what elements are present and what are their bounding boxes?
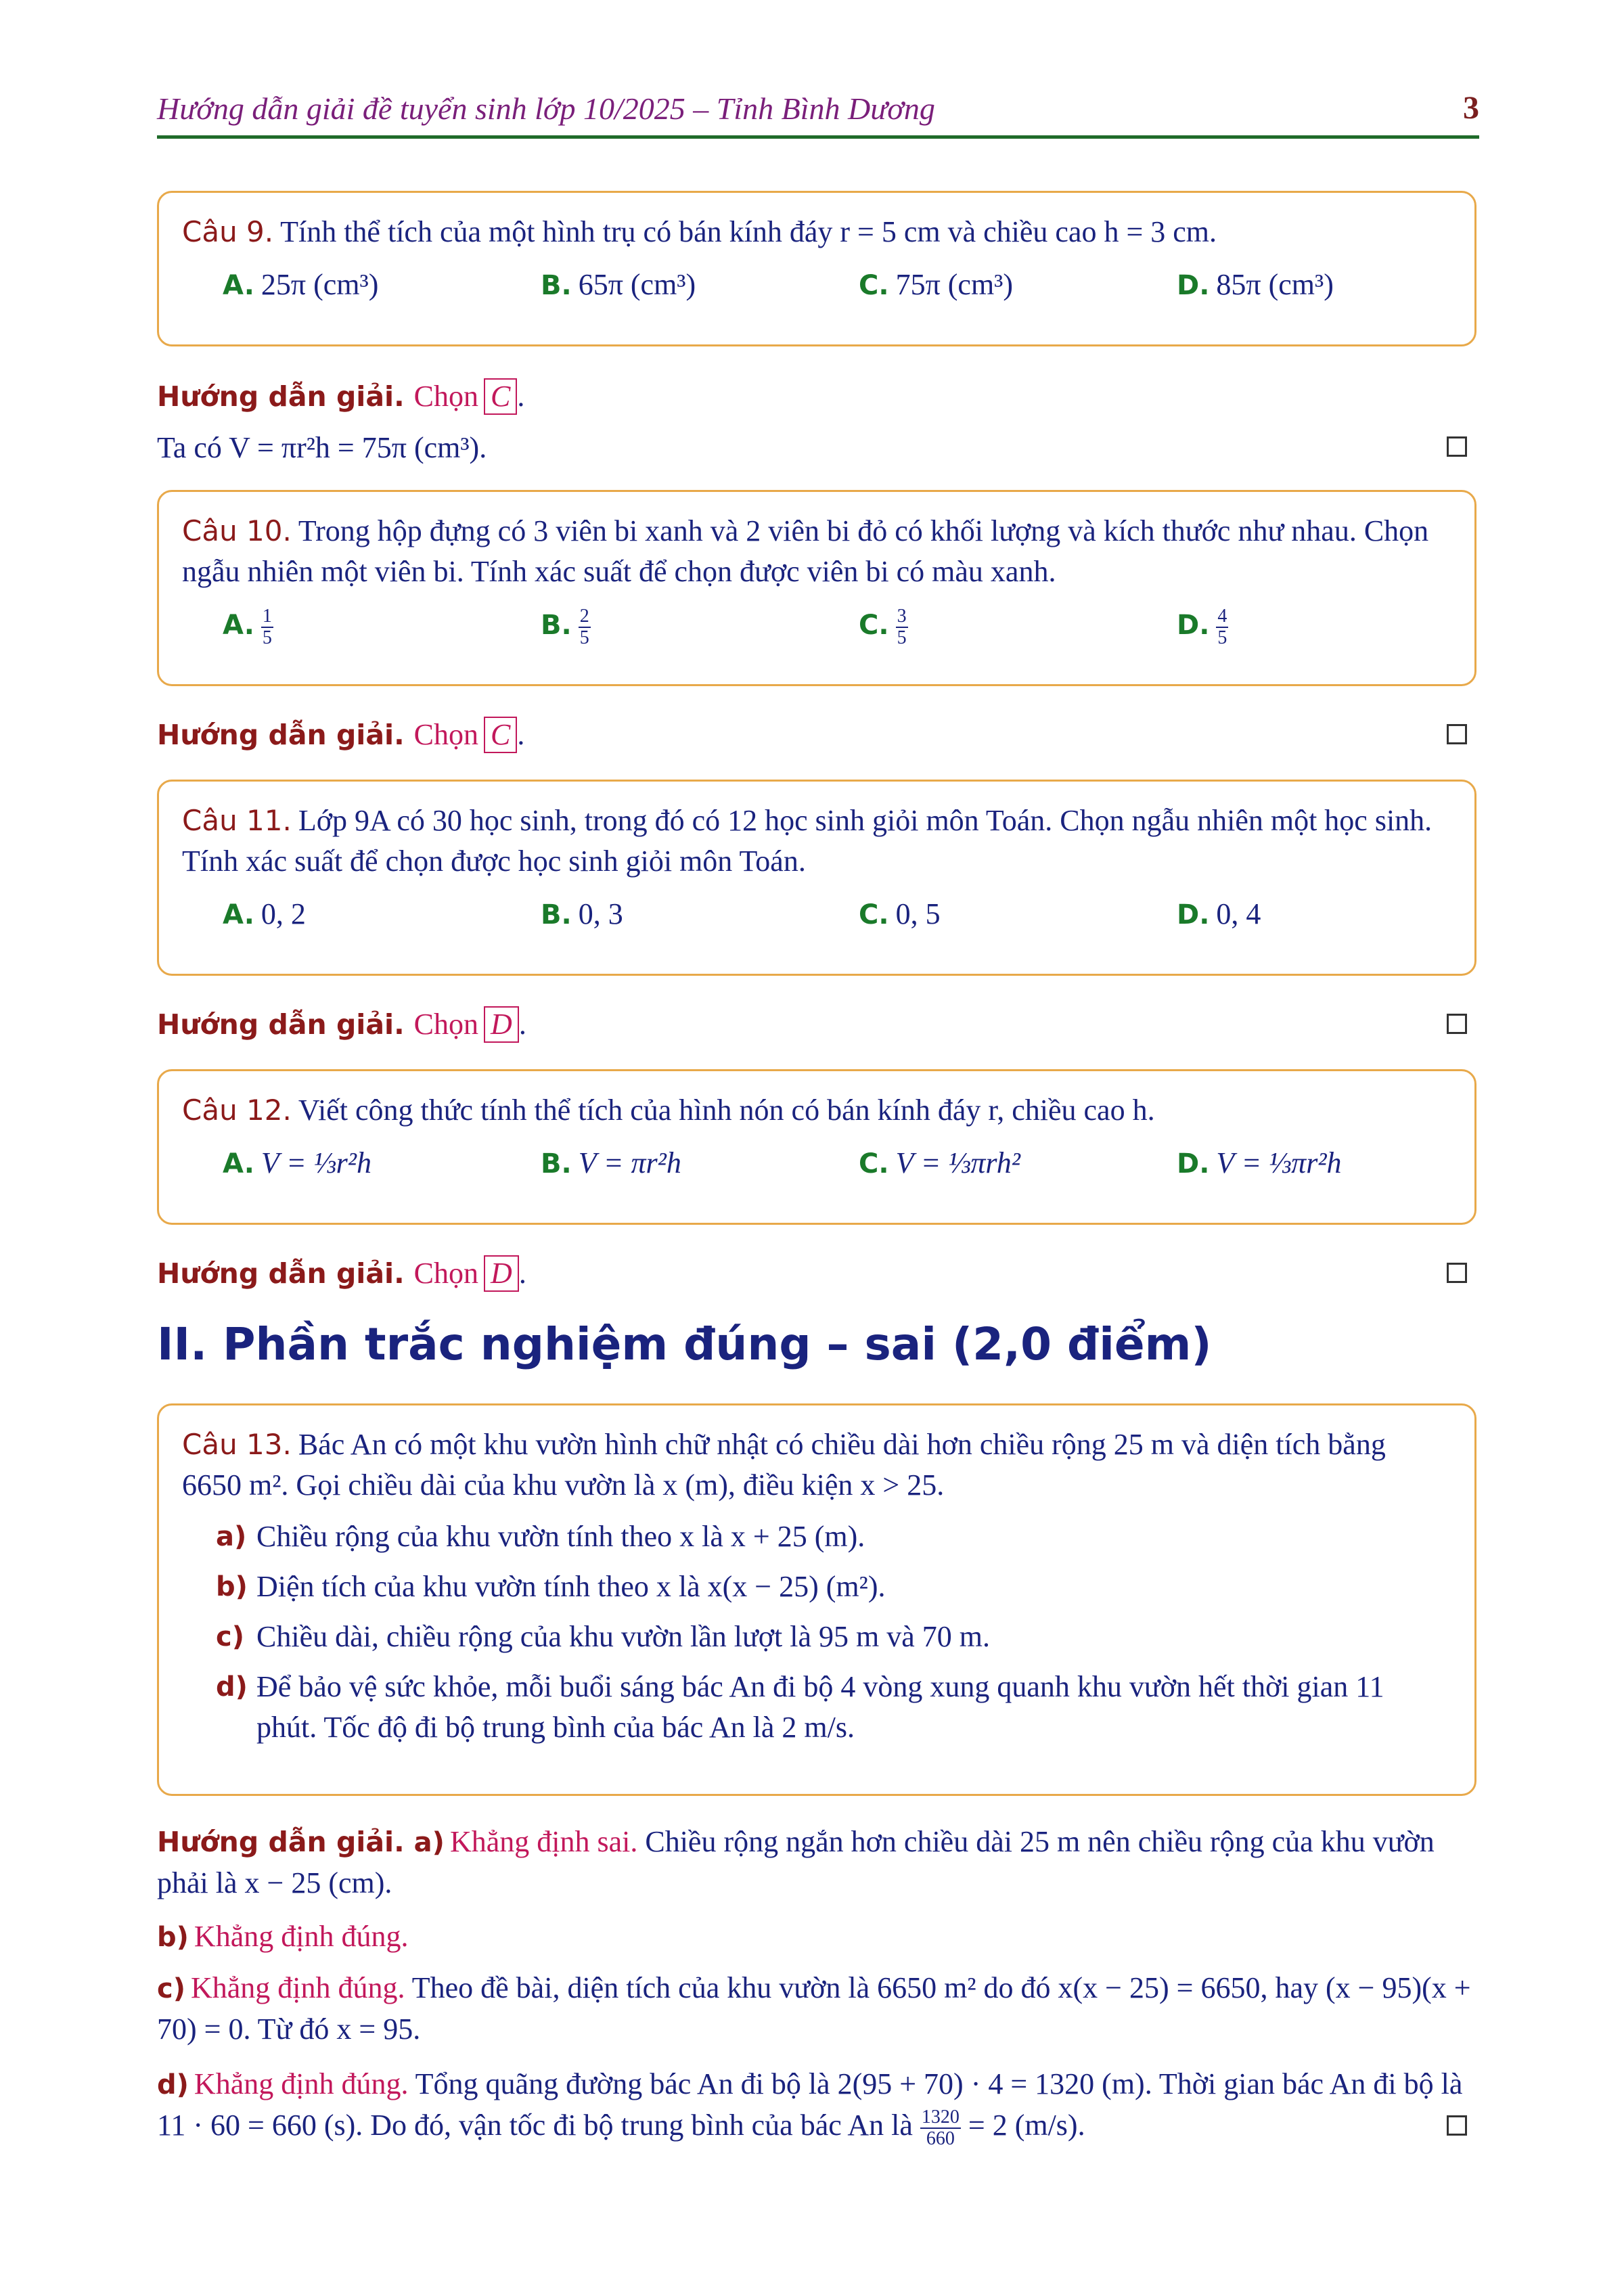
option-a: A. $\frac{1}{5}$ — [223, 605, 272, 648]
statement-a: a) Chiều rộng của khu vườn tính theo x là x + 25 (m). — [216, 1520, 865, 1553]
question-10-box — [157, 490, 1476, 686]
question-11-options — [182, 894, 1451, 955]
option-a: A. 25π (cm³) — [223, 268, 379, 301]
qed-square-icon — [1447, 724, 1467, 744]
statement-c: c) Chiều dài, chiều rộng của khu vườn lần lượt là 95 m và 70 m. — [216, 1620, 991, 1653]
solution-13-c: c) Khẳng định đúng. Theo đề bài, diện tích của khu vườn là 6650 m² do đó x(x − 25) = 6650, hay (x − 95)(x + 70) = 0. Từ đó x = 95. — [157, 1971, 1471, 2046]
solution-13-a: Hướng dẫn giải. a) Khẳng định sai. Chiều rộng ngắn hơn chiều dài 25 m nên chiều rộng của khu vườn phải là x − 25 (cm). — [157, 1825, 1435, 1899]
question-11-text: Câu 11. Lớp 9A có 30 học sinh, trong đó có 12 học sinh giỏi môn Toán. Chọn ngẫu nhiên một học sinh. Tính xác suất để chọn được học sinh giỏi môn Toán. — [182, 804, 1433, 878]
question-9-label: Câu 9. — [182, 215, 274, 248]
question-12-box — [157, 1069, 1476, 1225]
option-b: B. V = πr²h — [541, 1146, 681, 1179]
section-title: II. Phần trắc nghiệm đúng – sai (2,0 điểm) — [157, 1318, 1212, 1370]
question-9-options — [182, 265, 1451, 325]
option-c: C. 0, 5 — [859, 897, 941, 930]
option-b: B. 0, 3 — [541, 897, 623, 930]
option-c: C. V = ⅓πrh² — [859, 1146, 1020, 1179]
qed-square-icon — [1447, 2115, 1467, 2136]
option-a: A. V = ⅓r²h — [223, 1146, 371, 1179]
question-12-text: Câu 12. Viết công thức tính thể tích của hình nón có bán kính đáy r, chiều cao h. — [182, 1094, 1155, 1127]
statement-b: b) Diện tích của khu vườn tính theo x là x(x − 25) (m²). — [216, 1570, 886, 1603]
solution-13-b: b) Khẳng định đúng. — [157, 1920, 409, 1953]
question-10-options — [182, 604, 1451, 665]
page-header — [157, 87, 1479, 139]
question-9-text: Câu 9. Tính thể tích của một hình trụ có bán kính đáy r = 5 cm và chiều cao h = 3 cm. — [182, 215, 1217, 248]
option-d: D. 85π (cm³) — [1177, 268, 1334, 301]
header-title: Hướng dẫn giải đề tuyển sinh lớp 10/2025 – Tỉnh Bình Dương — [157, 91, 935, 126]
solution-11: Hướng dẫn giải. Chọn D . — [157, 1004, 1479, 1045]
qed-square-icon — [1447, 1014, 1467, 1034]
option-c: C. 75π (cm³) — [859, 268, 1014, 301]
option-d: D. V = ⅓πr²h — [1177, 1146, 1342, 1179]
explanation-9: Ta có V = πr²h = 75π (cm³). — [157, 431, 487, 464]
solution-12: Hướng dẫn giải. Chọn D . — [157, 1253, 1479, 1294]
question-12-options — [182, 1143, 1451, 1204]
statement-d: d) Để bảo vệ sức khỏe, mỗi buổi sáng bác An đi bộ 4 vòng xung quanh khu vườn hết thời gian 11 phút. Tốc độ đi bộ trung bình của bác An là 2 m/s. — [216, 1670, 1384, 1744]
solution-9: Hướng dẫn giải. Chọn C . — [157, 376, 1479, 417]
question-11-box — [157, 780, 1476, 976]
page-number: 3 — [1463, 90, 1479, 126]
question-9-box — [157, 191, 1476, 346]
question-10-text: Câu 10. Trong hộp đựng có 3 viên bi xanh và 2 viên bi đỏ có khối lượng và kích thước như nhau. Chọn ngẫu nhiên một viên bi. Tính xác suất để chọn được viên bi có màu xanh. — [182, 514, 1429, 588]
question-13-box — [157, 1403, 1476, 1796]
solution-13-d: d) Khẳng định đúng. Tổng quãng đường bác An đi bộ là 2(95 + 70) · 4 = 1320 (m). Thời gian bác An đi bộ là 11 · 60 = 660 (s). Do đó, vận tốc đi bộ trung bình của bác An là $\frac{1320}{660}$ = 2 (m/s). — [157, 2067, 1463, 2149]
option-d: D. 0, 4 — [1177, 897, 1261, 930]
answer-box: C — [484, 378, 517, 415]
qed-square-icon — [1447, 436, 1467, 457]
qed-square-icon — [1447, 1263, 1467, 1283]
option-d: D. $\frac{4}{5}$ — [1177, 605, 1227, 648]
option-a: A. 0, 2 — [223, 897, 306, 930]
speed-fraction: $\frac{1320}{660}$ — [921, 2106, 960, 2149]
option-c: C. $\frac{3}{5}$ — [859, 605, 907, 648]
question-13-text: Câu 13. Bác An có một khu vườn hình chữ nhật có chiều dài hơn chiều rộng 25 m và diện tích bằng 6650 m². Gọi chiều dài của khu vườn là x (m), điều kiện x > 25. — [182, 1428, 1386, 1502]
solution-10: Hướng dẫn giải. Chọn C . — [157, 715, 1479, 755]
option-b: B. $\frac{2}{5}$ — [541, 605, 589, 648]
option-b: B. 65π (cm³) — [541, 268, 696, 301]
